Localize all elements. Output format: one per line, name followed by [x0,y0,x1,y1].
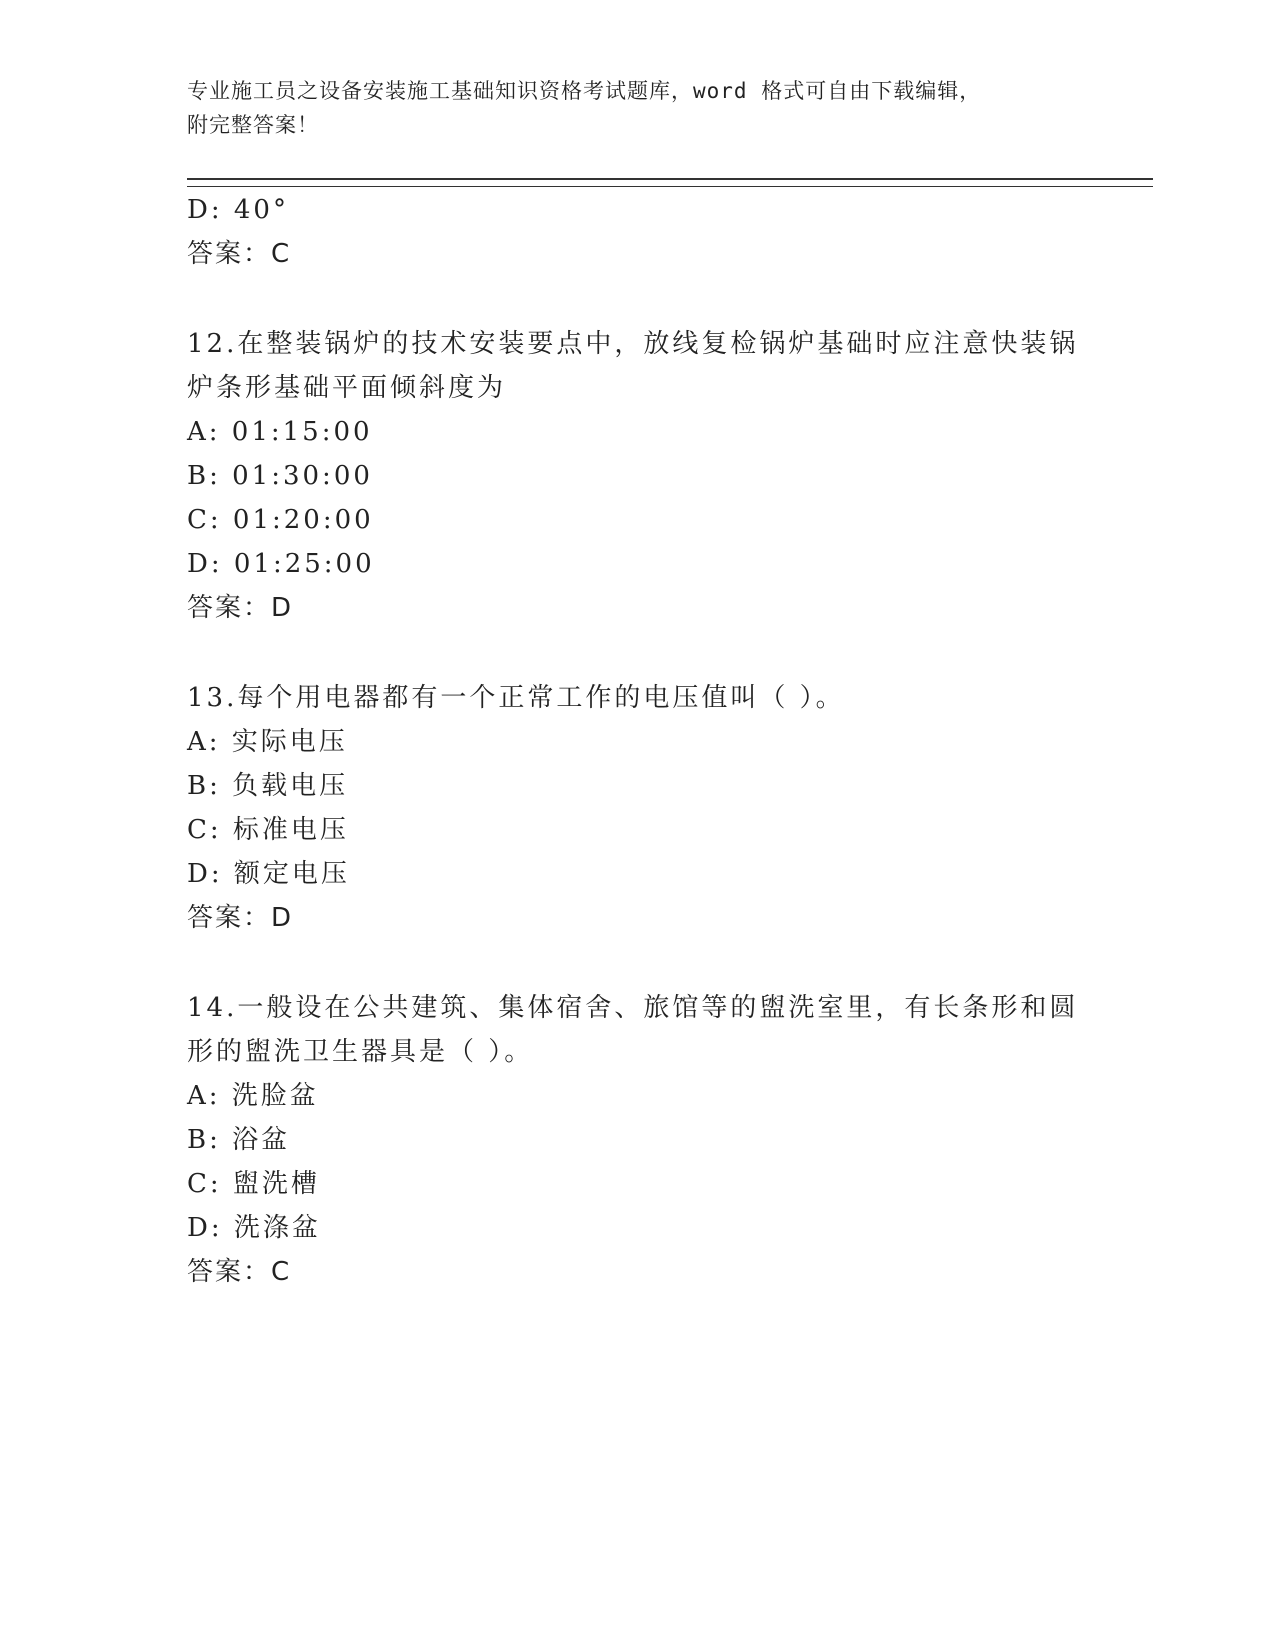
q14-text-line-2: 形的盥洗卫生器具是（ ）。 [187,1037,534,1067]
prev-option-d: D: 40° [187,195,289,225]
q12-text-line-2: 炉条形基础平面倾斜度为 [187,373,507,403]
q12-option-d: D: 01:25:00 [187,549,375,579]
q13-option-b: B: 负载电压 [187,771,349,801]
q13-text-line-1: 13.每个用电器都有一个正常工作的电压值叫（ ）。 [187,683,845,713]
q13-answer: 答案：D [187,903,294,933]
q13-option-d: D: 额定电压 [187,859,350,889]
q12-text-line-1: 12.在整装锅炉的技术安装要点中，放线复检锅炉基础时应注意快装锅 [187,329,1079,359]
q14-option-c: C: 盥洗槽 [187,1169,320,1199]
q13-option-a: A: 实际电压 [187,727,348,757]
q14-option-a: A: 洗脸盆 [187,1081,319,1111]
header-divider [187,178,1153,187]
header-line-2: 附完整答案！ [187,113,319,137]
q12-option-a: A: 01:15:00 [187,417,373,447]
q12-option-c: C: 01:20:00 [187,505,374,535]
header-line-1: 专业施工员之设备安装施工基础知识资格考试题库，word 格式可自由下载编辑， [187,79,982,103]
q14-answer: 答案：C [187,1257,292,1287]
document-header [187,74,1087,142]
q12-option-b: B: 01:30:00 [187,461,373,491]
q14-text-line-1: 14.一般设在公共建筑、集体宿舍、旅馆等的盥洗室里，有长条形和圆 [187,993,1079,1023]
prev-answer: 答案：C [187,239,292,269]
q14-option-b: B: 浴盆 [187,1125,291,1155]
q14-option-d: D: 洗涤盆 [187,1213,321,1243]
q13-option-c: C: 标准电压 [187,815,349,845]
q12-answer: 答案：D [187,593,294,623]
